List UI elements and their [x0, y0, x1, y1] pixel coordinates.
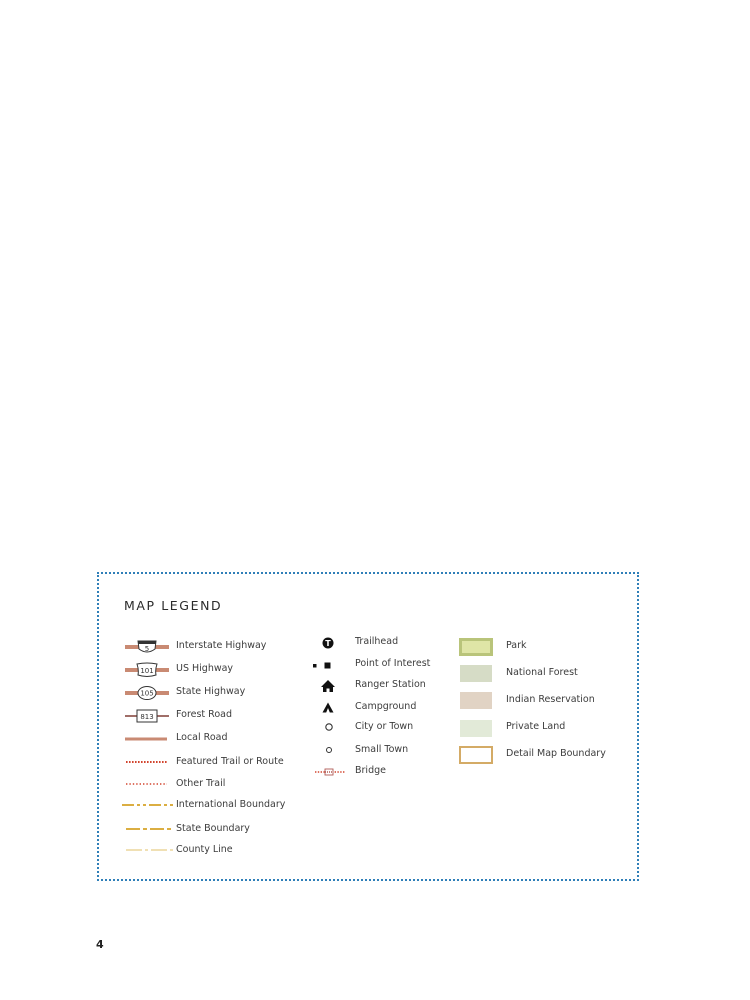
national-forest-swatch [460, 665, 492, 682]
legend-label: Featured Trail or Route [176, 756, 284, 767]
legend-label: National Forest [506, 667, 578, 678]
page-number: 4 [96, 938, 104, 951]
svg-text:5: 5 [144, 645, 150, 653]
city-icon [313, 720, 343, 736]
interstate-shield-icon [125, 639, 169, 655]
park-swatch [459, 638, 493, 656]
legend-label: Trailhead [355, 636, 399, 647]
legend-label: International Boundary [176, 799, 286, 810]
legend-label: Forest Road [176, 709, 233, 720]
legend-label: Detail Map Boundary [506, 748, 606, 759]
legend-label: Other Trail [176, 778, 226, 789]
forest-road-shield-icon [125, 708, 169, 724]
legend-label: Small Town [355, 744, 409, 755]
state-boundary-line-icon [125, 822, 175, 838]
local-road-line-icon [125, 731, 169, 747]
svg-text:105: 105 [140, 689, 154, 698]
ranger-station-icon [313, 678, 343, 694]
legend-label: State Highway [176, 686, 246, 697]
private-land-swatch [460, 720, 492, 737]
legend-title: MAP LEGEND [124, 598, 223, 613]
legend-label: Park [506, 640, 527, 651]
international-boundary-line-icon [121, 798, 175, 814]
bridge-icon [313, 764, 347, 780]
legend-label: Point of Interest [355, 658, 431, 669]
legend-label: City or Town [355, 721, 414, 732]
us-highway-shield-icon [125, 662, 169, 678]
point-of-interest-icon [313, 657, 343, 673]
svg-text:T: T [325, 639, 331, 648]
campground-icon [313, 700, 343, 716]
state-highway-shield-icon [125, 685, 169, 701]
trailhead-icon [313, 635, 343, 651]
legend-label: Private Land [506, 721, 566, 732]
legend-label: Interstate Highway [176, 640, 267, 651]
legend-label: Indian Reservation [506, 694, 595, 705]
small-town-icon [313, 743, 343, 759]
legend-label: County Line [176, 844, 233, 855]
featured-trail-line-icon [125, 755, 169, 771]
legend-label: US Highway [176, 663, 234, 674]
legend-label: Ranger Station [355, 679, 426, 690]
indian-reservation-swatch [460, 692, 492, 709]
other-trail-line-icon [125, 777, 169, 793]
legend-label: Local Road [176, 732, 228, 743]
legend-label: Bridge [355, 765, 386, 776]
svg-text:813: 813 [140, 713, 154, 721]
legend-label: Campground [355, 701, 417, 712]
county-line-line-icon [125, 843, 175, 859]
detail-map-boundary-swatch [459, 746, 493, 764]
legend-label: State Boundary [176, 823, 250, 834]
svg-text:101: 101 [140, 667, 154, 675]
